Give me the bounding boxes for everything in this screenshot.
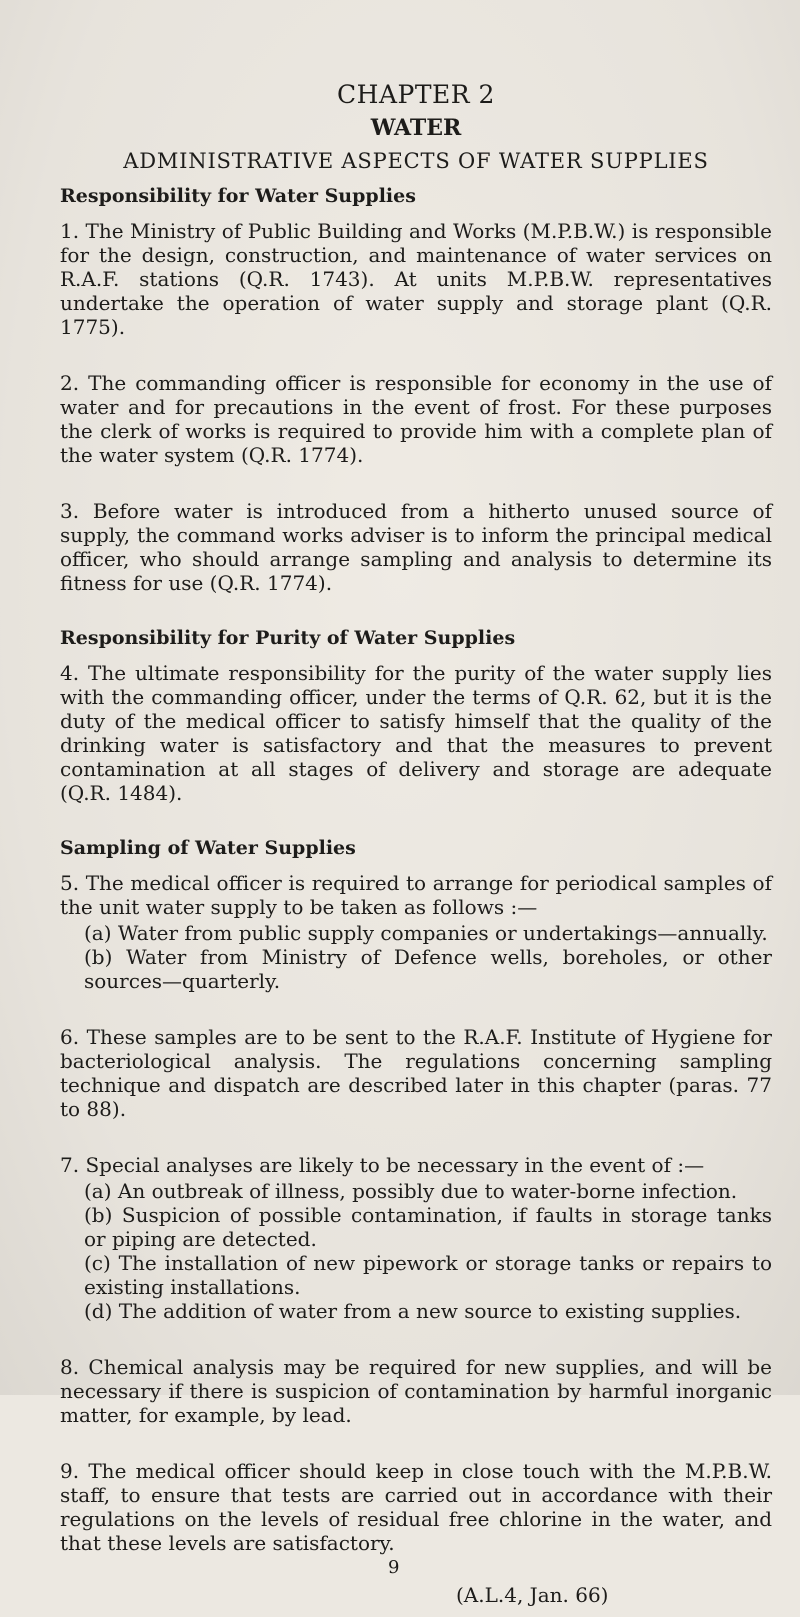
list-item: (a) Water from public supply companies or undertakings—annually. bbox=[84, 921, 768, 945]
list-item: (b) Suspicion of possible contamination, if faults in storage tanks or piping are detected. bbox=[84, 1203, 772, 1251]
paragraph-6: 6. These samples are to be sent to the R.A.F. Institute of Hygiene for bacteriological analysis. The regulations concerning sampling technique and dispatch are described later in this chapter (paras. 77 to 88). bbox=[60, 1025, 772, 1121]
paragraph-9: 9. The medical officer should keep in close touch with the M.P.B.W. staff, to ensure that tests are carried out in accordance with their regulations on the levels of residual free chlorine in the water, and that these levels are satisfactory. bbox=[60, 1459, 772, 1555]
list-item: (d) The addition of water from a new source to existing supplies. bbox=[84, 1299, 742, 1323]
paragraph-5: 5. The medical officer is required to arrange for periodical samples of the unit water supply to be taken as follows :— bbox=[60, 871, 772, 919]
text-column bbox=[60, 80, 772, 1617]
section-title: ADMINISTRATIVE ASPECTS OF WATER SUPPLIES bbox=[123, 149, 709, 173]
paragraph-2: 2. The commanding officer is responsible for economy in the use of water and for precautions in the event of frost. For these purposes the clerk of works is required to provide him with a complete plan of the water system (Q.R. 1774). bbox=[60, 371, 772, 467]
paragraph-1: 1. The Ministry of Public Building and Works (M.P.B.W.) is responsible for the design, construction, and maintenance of water services on R.A.F. stations (Q.R. 1743). At units M.P.B.W. representatives undertake the operation of water supply and storage plant (Q.R. 1775). bbox=[60, 219, 772, 339]
paragraph-3: 3. Before water is introduced from a hitherto unused source of supply, the command works adviser is to inform the principal medical officer, who should arrange sampling and analysis to determine its fitness for use (Q.R. 1774). bbox=[60, 499, 772, 595]
list-item: (a) An outbreak of illness, possibly due to water-borne infection. bbox=[84, 1179, 738, 1203]
list-item: (b) Water from Ministry of Defence wells, boreholes, or other sources—quarterly. bbox=[84, 945, 772, 993]
chapter-subtitle: WATER bbox=[370, 115, 462, 141]
paragraph-8: 8. Chemical analysis may be required for new supplies, and will be necessary if there is suspicion of contamination by harmful inorganic matter, for example, by lead. bbox=[60, 1355, 772, 1427]
chapter-title: CHAPTER 2 bbox=[337, 80, 495, 109]
page-number: 9 bbox=[388, 1557, 400, 1578]
section-heading: Responsibility for Water Supplies bbox=[60, 185, 416, 207]
page-footer bbox=[60, 1557, 772, 1617]
list-item: (c) The installation of new pipework or storage tanks or repairs to existing installations. bbox=[84, 1251, 772, 1299]
amendment-reference: (A.L.4, Jan. 66) bbox=[456, 1583, 609, 1607]
section-heading: Sampling of Water Supplies bbox=[60, 837, 356, 859]
paragraph-4: 4. The ultimate responsibility for the purity of the water supply lies with the commanding officer, under the terms of Q.R. 62, but it is the duty of the medical officer to satisfy himself that the quality of the drinking water is satisfactory and that the measures to prevent contamination at all stages of delivery and storage are adequate (Q.R. 1484). bbox=[60, 661, 772, 805]
paragraph-7: 7. Special analyses are likely to be necessary in the event of :— bbox=[60, 1153, 705, 1177]
section-heading: Responsibility for Purity of Water Supplies bbox=[60, 627, 516, 649]
